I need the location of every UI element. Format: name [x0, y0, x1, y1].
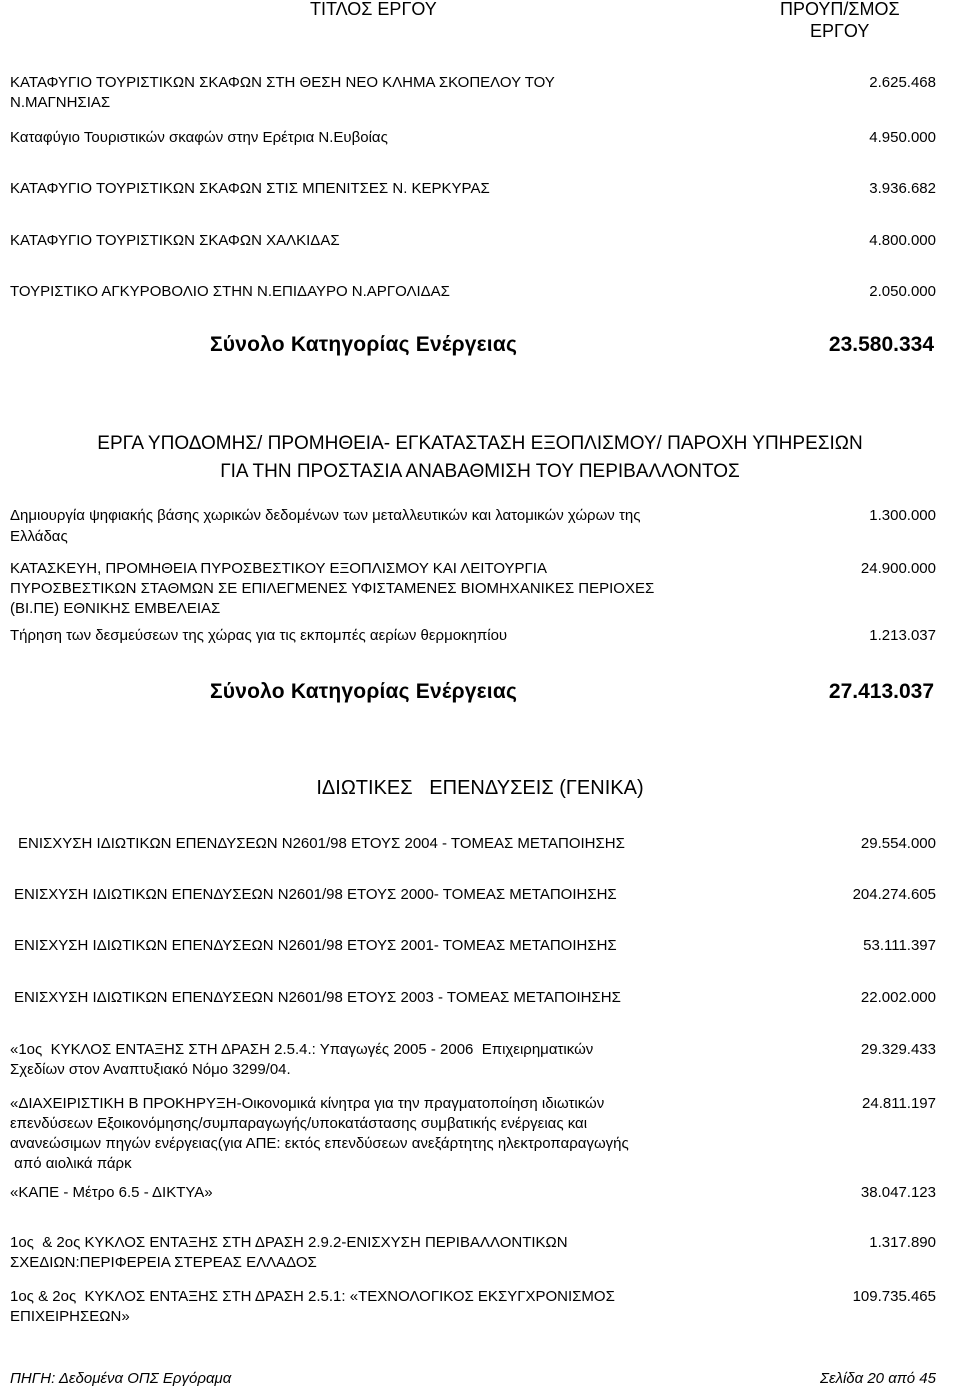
- s3-row8-value: 1.317.890: [869, 1234, 936, 1251]
- s3-row2-value: 204.274.605: [852, 886, 936, 903]
- s2-row2-title-line2: ΠΥΡΟΣΒΕΣΤΙΚΩΝ ΣΤΑΘΜΩΝ ΣΕ ΕΠΙΛΕΓΜΕΝΕΣ ΥΦΙΣΤΑΜΕΝΕΣ ΒΙΟΜΗΧΑΝΙΚΕΣ ΠΕΡΙΟΧΕΣ: [10, 580, 655, 597]
- s3-row1-title: ΕΝΙΣΧΥΣΗ ΙΔΙΩΤΙΚΩΝ ΕΠΕΝΔΥΣΕΩΝ Ν2601/98 ΕΤΟΥΣ 2004 - ΤΟΜΕΑΣ ΜΕΤΑΠΟΙΗΣΗΣ: [18, 835, 625, 852]
- s1-row1-title-line1: ΚΑΤΑΦΥΓΙΟ ΤΟΥΡΙΣΤΙΚΩΝ ΣΚΑΦΩΝ ΣΤΗ ΘΕΣΗ ΝΕΟ ΚΛΗΜΑ ΣΚΟΠΕΛΟΥ ΤΟΥ: [10, 74, 555, 91]
- s2-row2-title-line1: ΚΑΤΑΣΚΕΥΗ, ΠΡΟΜΗΘΕΙΑ ΠΥΡΟΣΒΕΣΤΙΚΟΥ ΕΞΟΠΛΙΣΜΟΥ ΚΑΙ ΛΕΙΤΟΥΡΓΙΑ: [10, 560, 547, 577]
- s1-row4-title: ΚΑΤΑΦΥΓΙΟ ΤΟΥΡΙΣΤΙΚΩΝ ΣΚΑΦΩΝ ΧΑΛΚΙΔΑΣ: [10, 232, 340, 249]
- s3-row3-value: 53.111.397: [863, 937, 936, 954]
- s3-row2-title: ΕΝΙΣΧΥΣΗ ΙΔΙΩΤΙΚΩΝ ΕΠΕΝΔΥΣΕΩΝ Ν2601/98 ΕΤΟΥΣ 2000- ΤΟΜΕΑΣ ΜΕΤΑΠΟΙΗΣΗΣ: [14, 886, 617, 903]
- header-budget-col-line2: ΕΡΓΟΥ: [810, 21, 870, 41]
- s3-row5-value: 29.329.433: [860, 1041, 936, 1058]
- s1-row5-title: ΤΟΥΡΙΣΤΙΚΟ ΑΓΚΥΡΟΒΟΛΙΟ ΣΤΗΝ Ν.ΕΠΙΔΑΥΡΟ Ν.ΑΡΓΟΛΙΔΑΣ: [10, 283, 450, 300]
- s3-row3-title: ΕΝΙΣΧΥΣΗ ΙΔΙΩΤΙΚΩΝ ΕΠΕΝΔΥΣΕΩΝ Ν2601/98 ΕΤΟΥΣ 2001- ΤΟΜΕΑΣ ΜΕΤΑΠΟΙΗΣΗΣ: [14, 937, 617, 954]
- s1-row3-value: 3.936.682: [869, 180, 936, 197]
- s1-row3-title: ΚΑΤΑΦΥΓΙΟ ΤΟΥΡΙΣΤΙΚΩΝ ΣΚΑΦΩΝ ΣΤΙΣ ΜΠΕΝΙΤΣΕΣ Ν. ΚΕΡΚΥΡΑΣ: [10, 180, 490, 197]
- s3-row6-title-line4: από αιολικά πάρκ: [10, 1155, 132, 1172]
- s2-row1-title-line1: Δημιουργία ψηφιακής βάσης χωρικών δεδομένων των μεταλλευτικών και λατομικών χώρων της: [10, 507, 641, 524]
- s1-row5-value: 2.050.000: [869, 283, 936, 300]
- s2-row1-value: 1.300.000: [869, 507, 936, 524]
- s3-row7-title: «ΚΑΠΕ - Μέτρο 6.5 - ΔΙΚΤΥΑ»: [10, 1184, 213, 1201]
- s2-title-line2: ΓΙΑ ΤΗΝ ΠΡΟΣΤΑΣΙΑ ΑΝΑΒΑΘΜΙΣΗ ΤΟΥ ΠΕΡΙΒΑΛΛΟΝΤΟΣ: [220, 461, 740, 482]
- s3-row1-value: 29.554.000: [860, 835, 936, 852]
- s3-row5-title-line2: Σχεδίων στον Αναπτυξιακό Νόμο 3299/04.: [10, 1061, 291, 1078]
- s3-title: ΙΔΙΩΤΙΚΕΣ ΕΠΕΝΔΥΣΕΙΣ (ΓΕΝΙΚΑ): [316, 777, 644, 799]
- s2-total-value: 27.413.037: [828, 680, 934, 703]
- s3-row4-value: 22.002.000: [860, 989, 936, 1006]
- s1-row1-title-line2: Ν.ΜΑΓΝΗΣΙΑΣ: [10, 94, 111, 111]
- s1-row2-title: Καταφύγιο Τουριστικών σκαφών στην Ερέτρια Ν.Ευβοίας: [10, 129, 388, 146]
- s2-total-label: Σύνολο Κατηγορίας Ενέργειας: [210, 680, 518, 703]
- s2-row3-title: Τήρηση των δεσμεύσεων της χώρας για τις εκπομπές αερίων θερμοκηπίου: [10, 627, 508, 644]
- footer-page-number: Σελίδα 20 από 45: [819, 1370, 936, 1387]
- s2-row1-title-line2: Ελλάδας: [10, 528, 68, 545]
- s3-row8-title-line2: ΣΧΕΔΙΩΝ:ΠΕΡΙΦΕΡΕΙΑ ΣΤΕΡΕΑΣ ΕΛΛΑΔΟΣ: [10, 1254, 317, 1271]
- s3-row9-value: 109.735.465: [852, 1288, 936, 1305]
- s1-row2-value: 4.950.000: [869, 129, 936, 146]
- s3-row6-title-line1: «ΔΙΑΧΕΙΡΙΣΤΙΚΗ Β ΠΡΟΚΗΡΥΞΗ-Οικονομικά κίνητρα για την πραγματοποίηση ιδιωτικών: [10, 1095, 605, 1112]
- s3-row9-title-line2: ΕΠΙΧΕΙΡΗΣΕΩΝ»: [10, 1308, 130, 1325]
- s3-row8-title-line1: 1ος & 2ος ΚΥΚΛΟΣ ΕΝΤΑΞΗΣ ΣΤΗ ΔΡΑΣΗ 2.9.2-ΕΝΙΣΧΥΣΗ ΠΕΡΙΒΑΛΛΟΝΤΙΚΩΝ: [10, 1234, 568, 1251]
- footer-source: ΠΗΓΗ: Δεδομένα ΟΠΣ Εργόραμα: [10, 1370, 232, 1387]
- s1-row1-value: 2.625.468: [869, 74, 936, 91]
- s1-total-value: 23.580.334: [828, 333, 934, 356]
- s3-row6-value: 24.811.197: [862, 1095, 936, 1112]
- s1-total-label: Σύνολο Κατηγορίας Ενέργειας: [210, 333, 518, 356]
- s2-row2-value: 24.900.000: [860, 560, 936, 577]
- s3-row6-title-line3: ανανεώσιμων πηγών ενέργειας(για ΑΠΕ: εκτός επενδύσεων ανεξάρτητης ηλεκτροπαραγωγής: [10, 1135, 629, 1152]
- s2-row3-value: 1.213.037: [869, 627, 936, 644]
- s2-title-line1: ΕΡΓΑ ΥΠΟΔΟΜΗΣ/ ΠΡΟΜΗΘΕΙΑ- ΕΓΚΑΤΑΣΤΑΣΗ ΕΞΟΠΛΙΣΜΟΥ/ ΠΑΡΟΧΗ ΥΠΗΡΕΣΙΩΝ: [97, 433, 863, 454]
- s3-row6-title-line2: επενδύσεων Εξοικονόμησης/συμπαραγωγής/υποκατάστασης συμβατικής ενέργειας και: [10, 1115, 588, 1132]
- s3-row4-title: ΕΝΙΣΧΥΣΗ ΙΔΙΩΤΙΚΩΝ ΕΠΕΝΔΥΣΕΩΝ Ν2601/98 ΕΤΟΥΣ 2003 - ΤΟΜΕΑΣ ΜΕΤΑΠΟΙΗΣΗΣ: [14, 989, 621, 1006]
- s3-row5-title-line1: «1ος ΚΥΚΛΟΣ ΕΝΤΑΞΗΣ ΣΤΗ ΔΡΑΣΗ 2.5.4.: Υπαγωγές 2005 - 2006 Επιχειρηματικών: [10, 1041, 594, 1058]
- s3-row9-title-line1: 1ος & 2ος ΚΥΚΛΟΣ ΕΝΤΑΞΗΣ ΣΤΗ ΔΡΑΣΗ 2.5.1: «ΤΕΧΝΟΛΟΓΙΚΟΣ ΕΚΣΥΓΧΡΟΝΙΣΜΟΣ: [10, 1288, 615, 1305]
- header-title-col: ΤΙΤΛΟΣ ΕΡΓΟΥ: [310, 0, 437, 19]
- header-budget-col-line1: ΠΡΟΥΠ/ΣΜΟΣ: [780, 0, 900, 19]
- s2-row2-title-line3: (ΒΙ.ΠΕ) ΕΘΝΙΚΗΣ ΕΜΒΕΛΕΙΑΣ: [10, 600, 221, 617]
- s3-row7-value: 38.047.123: [860, 1184, 936, 1201]
- s1-row4-value: 4.800.000: [869, 232, 936, 249]
